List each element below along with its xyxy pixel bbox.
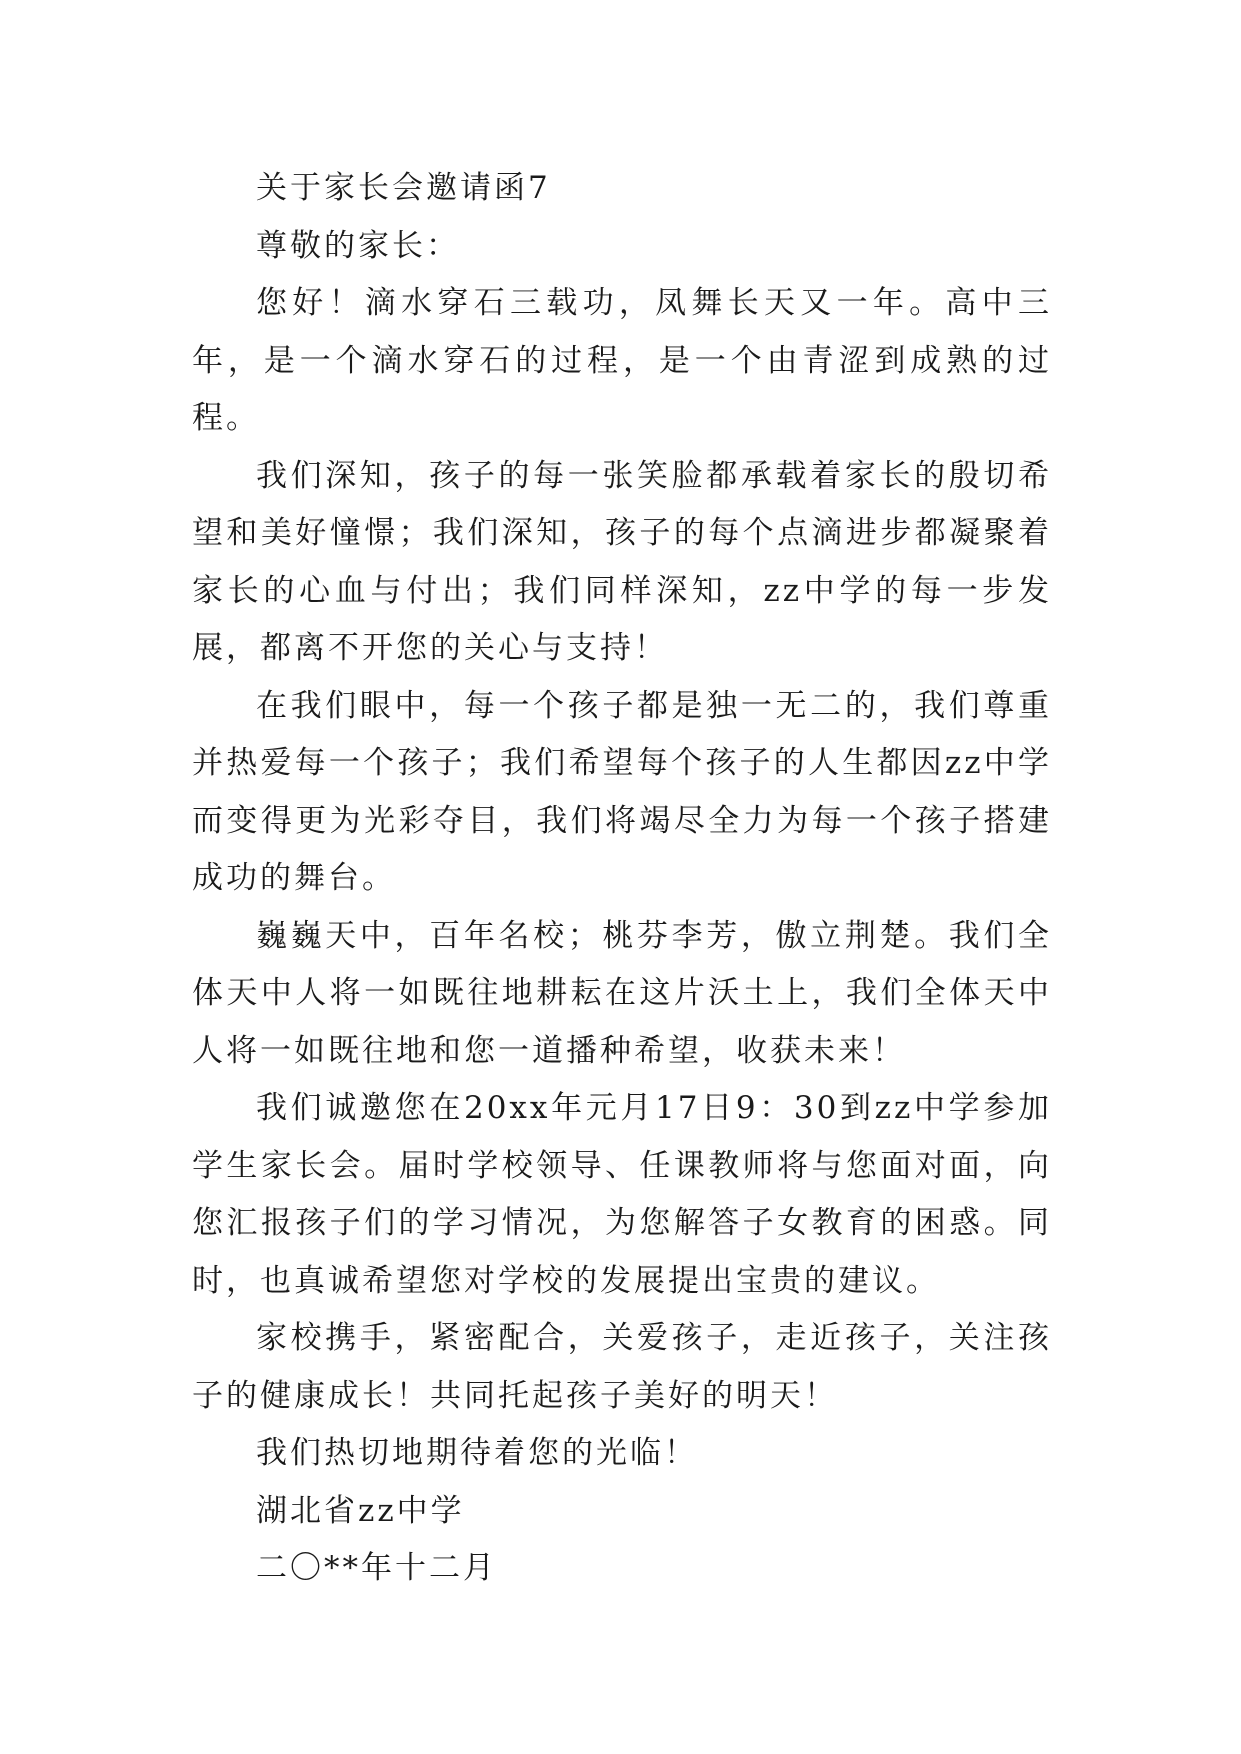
paragraph-invitation: 我们诚邀您在20xx年元月17日9：30到zz中学参加学生家长会。届时学校领导、任课教师将与您面对面，向您汇报孩子们的学习情况，为您解答子女教育的困惑。同时，也真诚希望您对学校的发展提出宝贵的建议。 — [192, 1090, 1052, 1299]
paragraph-understanding: 我们深知，孩子的每一张笑脸都承载着家长的殷切希望和美好憧憬；我们深知，孩子的每个点滴进步都凝聚着家长的心血与付出；我们同样深知，zz中学的每一步发展，都离不开您的关心与支持！ — [192, 457, 1052, 666]
paragraph-greeting: 您好！滴水穿石三载功，凤舞长天又一年。高中三年，是一个滴水穿石的过程，是一个由青涩到成熟的过程。 — [192, 285, 1052, 436]
letter-body — [192, 160, 1052, 1598]
signature: 湖北省zz中学 — [256, 1492, 465, 1529]
paragraph-cooperation: 家校携手，紧密配合，关爱孩子，走近孩子，关注孩子的健康成长！共同托起孩子美好的明天！ — [192, 1320, 1052, 1414]
salutation: 尊敬的家长： — [256, 227, 460, 264]
letter-date: 二〇**年十二月 — [256, 1550, 497, 1586]
paragraph-respect: 在我们眼中，每一个孩子都是独一无二的，我们尊重并热爱每一个孩子；我们希望每个孩子的人生都因zz中学而变得更为光彩夺目，我们将竭尽全力为每一个孩子搭建成功的舞台。 — [192, 687, 1052, 896]
paragraph-school: 巍巍天中，百年名校；桃芬李芳，傲立荆楚。我们全体天中人将一如既往地耕耘在这片沃土上，我们全体天中人将一如既往地和您一道播种希望，收获未来！ — [192, 917, 1052, 1069]
paragraph-closing: 我们热切地期待着您的光临！ — [256, 1435, 698, 1471]
document-title: 关于家长会邀请函7 — [256, 170, 551, 206]
